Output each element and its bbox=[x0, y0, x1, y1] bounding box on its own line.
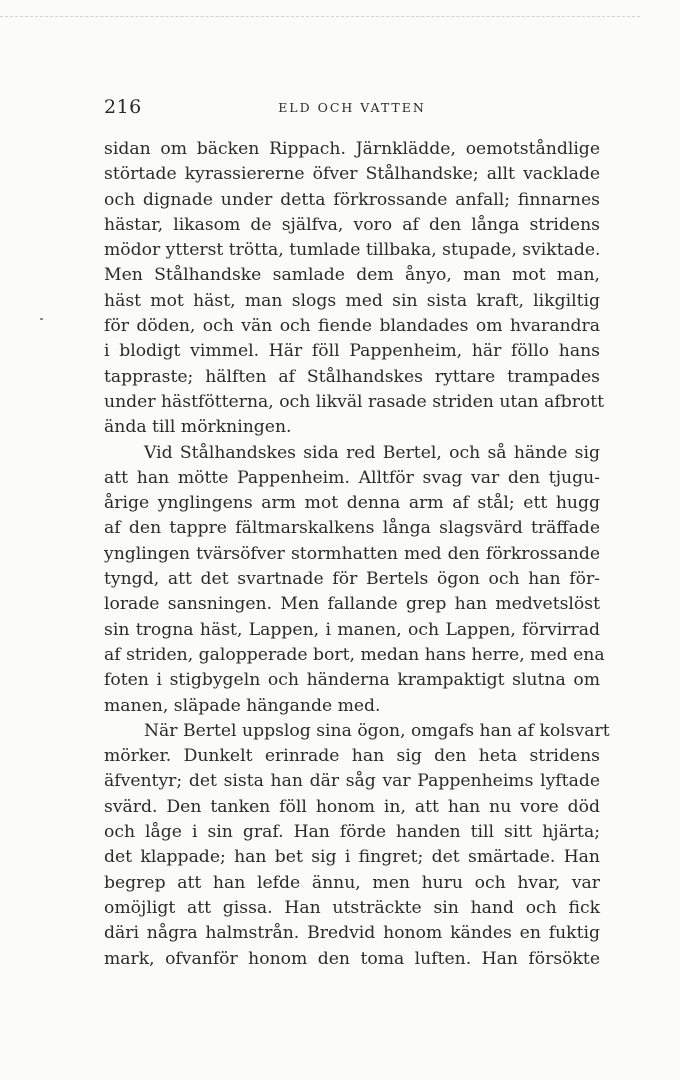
text-line: begrep att han lefde ännu, men huru och hvar, var bbox=[104, 872, 600, 893]
text-line: däri några halmstrån. Bredvid honom kändes en fuktig bbox=[104, 923, 600, 944]
text-line: sin trogna häst, Lappen, i manen, och Lappen, förvirrad bbox=[104, 619, 600, 640]
text-line: Men Stålhandske samlade dem ånyo, man mot man, bbox=[104, 265, 600, 286]
text-line: under hästfötterna, och likväl rasade striden utan afbrott bbox=[104, 391, 605, 412]
text-line: och låge i sin graf. Han förde handen till sitt hjärta; bbox=[104, 822, 600, 843]
paragraph-1 bbox=[104, 137, 605, 441]
page-header bbox=[104, 96, 600, 120]
top-edge-rule bbox=[0, 16, 640, 17]
text-line: tyngd, att det svartnade för Bertels ögon och han för- bbox=[104, 569, 600, 590]
text-line: svärd. Den tanken föll honom in, att han nu vore död bbox=[104, 796, 600, 817]
text-line: årige ynglingens arm mot denna arm af stål; ett hugg bbox=[104, 493, 600, 514]
text-line: af den tappre fältmarskalkens långa slagsvärd träffade bbox=[104, 518, 600, 539]
text-line: det klappade; han bet sig i fingret; det smärtade. Han bbox=[104, 847, 600, 868]
text-line: i blodigt vimmel. Här föll Pappenheim, här föllo hans bbox=[104, 341, 600, 362]
text-line: af striden, galopperade bort, medan hans herre, med ena bbox=[104, 644, 605, 665]
text-line: äfventyr; det sista han där såg var Pappenheims lyftade bbox=[104, 771, 600, 792]
margin-speck bbox=[40, 318, 43, 320]
text-line: häst mot häst, man slogs med sin sista kraft, likgiltig bbox=[104, 290, 600, 311]
text-line: att han mötte Pappenheim. Alltför svag var den tjugu- bbox=[104, 467, 600, 488]
text-line: mörker. Dunkelt erinrade han sig den heta stridens bbox=[104, 746, 600, 767]
text-line: ynglingen tvärsöfver stormhatten med den förkrossande bbox=[104, 543, 600, 564]
body-text bbox=[104, 137, 610, 972]
text-line: tappraste; hälften af Stålhandskes ryttare trampades bbox=[104, 366, 600, 387]
text-line: ända till mörkningen. bbox=[104, 417, 292, 438]
page-number: 216 bbox=[104, 96, 142, 118]
text-line: hästar, likasom de själfva, voro af den långa stridens bbox=[104, 214, 600, 235]
paragraph-3 bbox=[104, 719, 610, 972]
text-line: Vid Stålhandskes sida red Bertel, och så hände sig bbox=[144, 442, 600, 463]
paragraph-2 bbox=[104, 441, 605, 719]
text-line: omöjligt att gissa. Han utsträckte sin hand och fick bbox=[104, 897, 600, 918]
text-line: manen, släpade hängande med. bbox=[104, 695, 381, 716]
running-title: ELD OCH VATTEN bbox=[278, 100, 426, 115]
text-line: störtade kyrassiererne öfver Stålhandske; allt vacklade bbox=[104, 164, 600, 185]
text-line: sidan om bäcken Rippach. Järnklädde, oemotståndlige bbox=[104, 139, 600, 159]
text-line: lorade sansningen. Men fallande grep han medvetslöst bbox=[104, 594, 600, 615]
text-line: mark, ofvanför honom den toma luften. Han försökte bbox=[104, 948, 600, 969]
text-line: När Bertel uppslog sina ögon, omgafs han af kolsvart bbox=[144, 720, 610, 741]
text-line: och dignade under detta förkrossande anfall; finnarnes bbox=[104, 189, 600, 210]
text-line: mödor ytterst trötta, tumlade tillbaka, stupade, sviktade. bbox=[104, 240, 601, 261]
text-line: foten i stigbygeln och händerna krampaktigt slutna om bbox=[104, 670, 600, 691]
text-line: för döden, och vän och fiende blandades om hvarandra bbox=[104, 316, 600, 337]
